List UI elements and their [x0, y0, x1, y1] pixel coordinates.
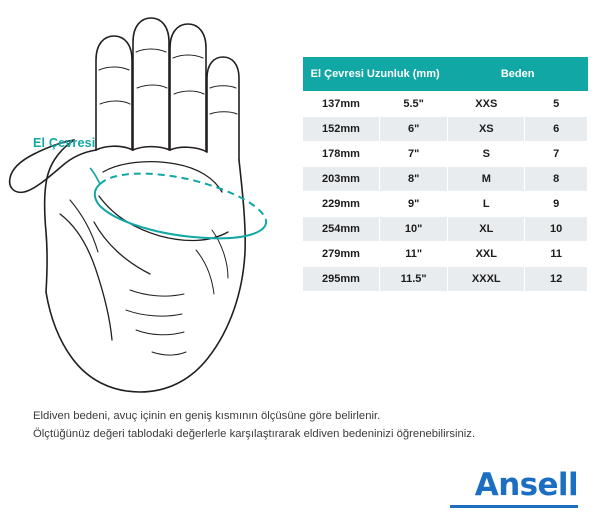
cell-letter-size: XXS [448, 92, 525, 117]
table-row [303, 92, 588, 117]
table-row [303, 267, 588, 292]
header-size: Beden [448, 57, 588, 92]
cell-inch: 7" [379, 142, 447, 167]
hand-illustration [0, 0, 300, 410]
table-row [303, 217, 588, 242]
logo-wordmark: Ansell [474, 467, 578, 503]
cell-mm: 295mm [303, 267, 380, 292]
hand-circumference-label: El Çevresi [33, 136, 96, 150]
cell-letter-size: M [448, 167, 525, 192]
cell-mm: 229mm [303, 192, 380, 217]
cell-number-size: 8 [525, 167, 588, 192]
logo-underline [450, 505, 578, 508]
cell-inch: 10" [379, 217, 447, 242]
cell-number-size: 6 [525, 117, 588, 142]
label-leader-line [90, 168, 100, 184]
table-row [303, 117, 588, 142]
cell-letter-size: XL [448, 217, 525, 242]
instructions-line-2: Ölçtüğünüz değeri tablodaki değerlerle karşılaştırarak eldiven bedeninizi öğrenebilirsiniz. [33, 427, 476, 440]
cell-letter-size: L [448, 192, 525, 217]
cell-mm: 178mm [303, 142, 380, 167]
hand-drawing [0, 0, 300, 410]
cell-number-size: 11 [525, 242, 588, 267]
cell-number-size: 12 [525, 267, 588, 292]
instructions-line-1: Eldiven bedeni, avuç içinin en geniş kısmının ölçüsüne göre belirlenir. [33, 410, 381, 422]
cell-letter-size: S [448, 142, 525, 167]
ansell-logo [450, 467, 578, 508]
cell-number-size: 7 [525, 142, 588, 167]
cell-letter-size: XXL [448, 242, 525, 267]
table-row [303, 242, 588, 267]
table-row [303, 192, 588, 217]
instructions-text [33, 408, 573, 443]
cell-inch: 11" [379, 242, 447, 267]
cell-inch: 9" [379, 192, 447, 217]
table-row [303, 142, 588, 167]
cell-inch: 5.5" [379, 92, 447, 117]
cell-mm: 152mm [303, 117, 380, 142]
cell-letter-size: XS [448, 117, 525, 142]
cell-number-size: 5 [525, 92, 588, 117]
cell-inch: 6" [379, 117, 447, 142]
size-table-body [303, 92, 588, 292]
cell-mm: 279mm [303, 242, 380, 267]
cell-number-size: 10 [525, 217, 588, 242]
table-header-row [303, 57, 588, 92]
size-table-head [303, 57, 588, 92]
cell-mm: 137mm [303, 92, 380, 117]
table-row [303, 167, 588, 192]
cell-mm: 254mm [303, 217, 380, 242]
cell-letter-size: XXXL [448, 267, 525, 292]
measurement-ellipse [95, 174, 266, 239]
cell-mm: 203mm [303, 167, 380, 192]
cell-number-size: 9 [525, 192, 588, 217]
size-table [302, 57, 588, 292]
header-circumference: El Çevresi Uzunluk (mm) [303, 57, 448, 92]
cell-inch: 8" [379, 167, 447, 192]
cell-inch: 11.5" [379, 267, 447, 292]
